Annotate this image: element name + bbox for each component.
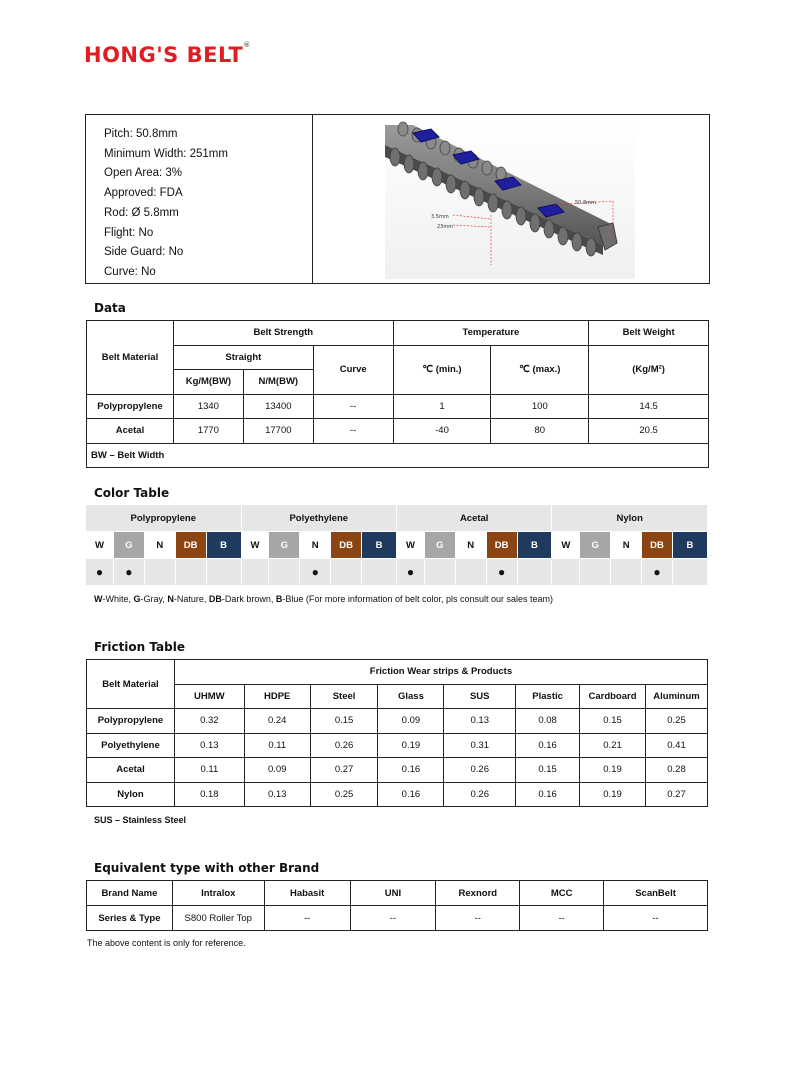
color-code-b: B	[362, 532, 397, 559]
dim-label-2: 23mm	[437, 224, 454, 230]
friction-title: Friction Table	[94, 640, 185, 654]
availability-cell	[176, 559, 207, 586]
color-code-db: DB	[642, 532, 673, 559]
header-curve: Curve	[313, 345, 393, 394]
cell: 0.19	[580, 758, 646, 783]
cell: 20.5	[589, 419, 709, 444]
color-table	[86, 505, 708, 586]
table-row	[87, 709, 708, 734]
cell: 0.27	[645, 782, 707, 807]
cell: 13400	[243, 394, 313, 419]
table-row	[87, 758, 708, 783]
cell: 0.28	[645, 758, 707, 783]
header-sus: SUS	[444, 684, 516, 709]
series-cell: --	[520, 906, 604, 931]
cell: 0.26	[444, 782, 516, 807]
cell: 17700	[243, 419, 313, 444]
availability-cell	[269, 559, 300, 586]
cell: 0.18	[174, 782, 244, 807]
color-code-g: G	[269, 532, 300, 559]
spec-flight: Flight: No	[104, 226, 154, 239]
header-glass: Glass	[378, 684, 444, 709]
brand-scanbelt: ScanBelt	[604, 881, 708, 906]
sus-footnote: SUS – Stainless Steel	[94, 815, 187, 825]
material-cell: Polypropylene	[87, 394, 174, 419]
header-weight-unit: (Kg/M²)	[589, 345, 709, 394]
cell: 0.13	[244, 782, 310, 807]
cell: 0.26	[310, 733, 378, 758]
header-belt-material: Belt Material	[87, 321, 174, 395]
spec-side-guard: Side Guard: No	[104, 246, 184, 259]
cell: 1340	[173, 394, 243, 419]
availability-dot: ●	[406, 565, 415, 579]
availability-cell	[487, 559, 518, 586]
belt-render-image	[313, 115, 709, 283]
header-kg-bw: Kg/M(BW)	[173, 370, 243, 395]
color-code-n: N	[456, 532, 487, 559]
brand-mcc: MCC	[520, 881, 604, 906]
series-cell: --	[436, 906, 520, 931]
material-cell: Acetal	[87, 419, 174, 444]
header-friction-group: Friction Wear strips & Products	[174, 660, 707, 685]
availability-cell	[611, 559, 642, 586]
cell: 0.24	[244, 709, 310, 734]
availability-cell	[425, 559, 456, 586]
header-hdpe: HDPE	[244, 684, 310, 709]
availability-cell	[552, 559, 580, 586]
cell: 0.16	[378, 758, 444, 783]
cell: 0.15	[310, 709, 378, 734]
cell: 0.16	[516, 782, 580, 807]
table-row	[87, 782, 708, 807]
header-steel: Steel	[310, 684, 378, 709]
availability-dot: ●	[497, 565, 506, 579]
cell: -40	[393, 419, 491, 444]
disclaimer: The above content is only for reference.	[87, 938, 246, 948]
brand-table	[86, 880, 708, 931]
cell: 0.25	[310, 782, 378, 807]
belt-illustration	[313, 115, 709, 283]
cell: 0.11	[174, 758, 244, 783]
series-cell: S800 Roller Top	[172, 906, 264, 931]
cell: --	[313, 419, 393, 444]
cell: 0.27	[310, 758, 378, 783]
cell: 0.19	[580, 782, 646, 807]
cell: 0.11	[244, 733, 310, 758]
header-temperature: Temperature	[393, 321, 589, 346]
bw-footnote: BW – Belt Width	[87, 443, 709, 468]
cell: 0.09	[378, 709, 444, 734]
availability-cell	[673, 559, 708, 586]
cell: 80	[491, 419, 589, 444]
color-code-g: G	[580, 532, 611, 559]
color-code-g: G	[425, 532, 456, 559]
color-code-w: W	[86, 532, 114, 559]
color-code-n: N	[145, 532, 176, 559]
data-title: Data	[94, 301, 126, 315]
color-codes-row	[86, 532, 708, 559]
brand-logo: HONG'S BELT®	[84, 41, 251, 67]
spec-curve: Curve: No	[104, 265, 156, 278]
cell: 0.16	[516, 733, 580, 758]
color-legend: W-White, G-Gray, N-Nature, DB-Dark brown, B-Blue (For more information of belt color, pls consult our sales team)	[94, 594, 554, 604]
color-code-b: B	[207, 532, 242, 559]
color-group-header: Polypropylene	[86, 505, 242, 532]
availability-cell	[362, 559, 397, 586]
cell: 0.19	[378, 733, 444, 758]
header-aluminum: Aluminum	[645, 684, 707, 709]
friction-table	[86, 659, 708, 807]
brand-rexnord: Rexnord	[436, 881, 520, 906]
cell: 14.5	[589, 394, 709, 419]
series-cell: --	[604, 906, 708, 931]
color-code-n: N	[611, 532, 642, 559]
material-cell: Acetal	[87, 758, 175, 783]
color-dots-row	[86, 559, 708, 586]
availability-dot: ●	[311, 565, 319, 579]
color-code-b: B	[673, 532, 708, 559]
cell: 1	[393, 394, 491, 419]
brand-title: Equivalent type with other Brand	[94, 861, 320, 875]
header-series-type: Series & Type	[87, 906, 173, 931]
header-brand-name: Brand Name	[87, 881, 173, 906]
spec-min-width: Minimum Width: 251mm	[104, 147, 228, 160]
series-cell: --	[350, 906, 436, 931]
header-cardboard: Cardboard	[580, 684, 646, 709]
cell: 0.41	[645, 733, 707, 758]
availability-cell	[207, 559, 242, 586]
cell: 0.15	[516, 758, 580, 783]
color-table-title: Color Table	[94, 486, 170, 500]
header-uhmw: UHMW	[174, 684, 244, 709]
brand-intralox: Intralox	[172, 881, 264, 906]
availability-dot: ●	[125, 565, 133, 579]
color-code-w: W	[397, 532, 425, 559]
table-row	[87, 419, 709, 444]
color-code-w: W	[242, 532, 270, 559]
availability-cell	[331, 559, 362, 586]
dim-label-3: 50.8mm	[575, 200, 596, 206]
cell: 0.25	[645, 709, 707, 734]
availability-dot: ●	[653, 565, 661, 579]
spec-pitch: Pitch: 50.8mm	[104, 128, 178, 140]
header-belt-strength: Belt Strength	[173, 321, 393, 346]
color-code-db: DB	[331, 532, 362, 559]
color-code-db: DB	[487, 532, 518, 559]
spec-rod: Rod: Ø 5.8mm	[104, 206, 179, 219]
cell: 0.21	[580, 733, 646, 758]
dim-label-1: 3.5mm	[431, 214, 449, 220]
availability-cell	[300, 559, 331, 586]
cell: 0.13	[174, 733, 244, 758]
spec-list	[86, 115, 313, 283]
color-code-w: W	[552, 532, 580, 559]
cell: 0.08	[516, 709, 580, 734]
color-code-db: DB	[176, 532, 207, 559]
availability-cell	[114, 559, 145, 586]
header-nm-bw: N/M(BW)	[243, 370, 313, 395]
header-temp-min: ℃ (min.)	[393, 345, 491, 394]
availability-cell	[642, 559, 673, 586]
table-row	[87, 733, 708, 758]
brand-uni: UNI	[350, 881, 436, 906]
color-code-g: G	[114, 532, 145, 559]
header-belt-weight: Belt Weight	[589, 321, 709, 346]
header-plastic: Plastic	[516, 684, 580, 709]
header-belt-material: Belt Material	[87, 660, 175, 709]
color-group-header: Acetal	[397, 505, 552, 532]
cell: 1770	[173, 419, 243, 444]
availability-cell	[242, 559, 270, 586]
header-straight: Straight	[173, 345, 313, 370]
color-groups-row	[86, 505, 708, 532]
cell: 0.13	[444, 709, 516, 734]
cell: 0.16	[378, 782, 444, 807]
availability-cell	[86, 559, 114, 586]
cell: 0.31	[444, 733, 516, 758]
cell: 0.32	[174, 709, 244, 734]
availability-cell	[145, 559, 176, 586]
header-temp-max: ℃ (max.)	[491, 345, 589, 394]
friction-columns-row	[87, 684, 708, 709]
availability-cell	[456, 559, 487, 586]
series-cell: --	[264, 906, 350, 931]
availability-dot: ●	[95, 565, 104, 579]
color-group-header: Nylon	[552, 505, 708, 532]
availability-cell	[518, 559, 553, 586]
spec-box	[85, 114, 710, 284]
material-cell: Polyethylene	[87, 733, 175, 758]
color-group-header: Polyethylene	[242, 505, 397, 532]
availability-cell	[397, 559, 425, 586]
spec-approved: Approved: FDA	[104, 187, 183, 200]
brand-series-row	[87, 906, 708, 931]
color-code-n: N	[300, 532, 331, 559]
spec-open-area: Open Area: 3%	[104, 167, 182, 180]
cell: 100	[491, 394, 589, 419]
brand-habasit: Habasit	[264, 881, 350, 906]
availability-cell	[580, 559, 611, 586]
cell: 0.26	[444, 758, 516, 783]
table-row	[87, 394, 709, 419]
material-cell: Nylon	[87, 782, 175, 807]
cell: --	[313, 394, 393, 419]
brand-names-row	[87, 881, 708, 906]
material-cell: Polypropylene	[87, 709, 175, 734]
data-table	[86, 320, 709, 468]
color-code-b: B	[518, 532, 553, 559]
cell: 0.09	[244, 758, 310, 783]
cell: 0.15	[580, 709, 646, 734]
